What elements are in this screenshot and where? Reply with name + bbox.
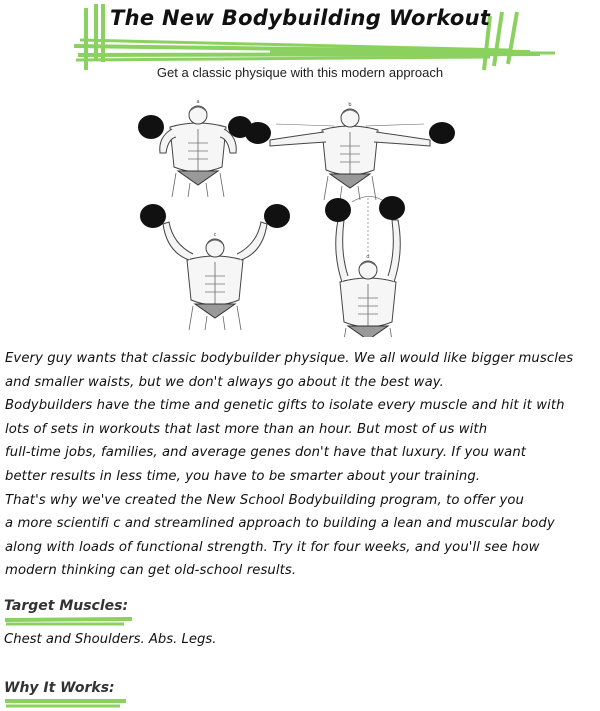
page-header <box>70 0 560 68</box>
intro-line: modern thinking can get old-school results. <box>5 563 297 579</box>
green-underline-decoration <box>4 617 134 627</box>
why-it-works-heading-text: Why It Works: <box>4 680 115 696</box>
svg-text:a: a <box>196 99 200 105</box>
intro-paragraph <box>5 347 600 583</box>
page-title: The New Bodybuilding Workout <box>110 6 491 30</box>
bodybuilder-dumbbell-illustration <box>130 92 470 337</box>
intro-line: Bodybuilders have the time and genetic gifts to isolate every muscle and hit it with <box>5 398 565 414</box>
target-muscles-heading-text: Target Muscles: <box>4 598 129 614</box>
page-subtitle: Get a classic physique with this modern approach <box>156 65 444 80</box>
panel-d <box>325 196 405 337</box>
panel-b <box>245 102 455 200</box>
intro-line: and smaller waists, but we don't always go about it the best way. <box>5 374 444 390</box>
green-underline-decoration <box>4 699 128 709</box>
svg-text:c: c <box>213 232 217 238</box>
svg-text:b: b <box>348 102 352 108</box>
intro-line: That's why we've created the New School Bodybuilding program, to offer you <box>5 492 525 508</box>
intro-line: a more scientifi c and streamlined approach to building a lean and muscular body <box>5 516 555 532</box>
svg-text:d: d <box>366 254 370 260</box>
why-it-works-heading <box>4 680 115 696</box>
intro-line: lots of sets in workouts that last more than an hour. But most of us with <box>5 421 488 437</box>
intro-line: along with loads of functional strength. Try it for four weeks, and you'll see how <box>5 539 540 555</box>
target-muscles-heading <box>4 598 128 614</box>
panel-c <box>140 204 290 330</box>
panel-a <box>138 99 252 197</box>
intro-line: Every guy wants that classic bodybuilder physique. We all would like bigger muscles <box>5 351 574 366</box>
intro-line: better results in less time, you have to be smarter about your training. <box>5 468 481 484</box>
target-muscles-list: Chest and Shoulders. Abs. Legs. <box>4 632 217 647</box>
exercise-illustration <box>130 92 470 337</box>
intro-line: full-time jobs, families, and average genes don't have that luxury. If you want <box>5 445 527 461</box>
